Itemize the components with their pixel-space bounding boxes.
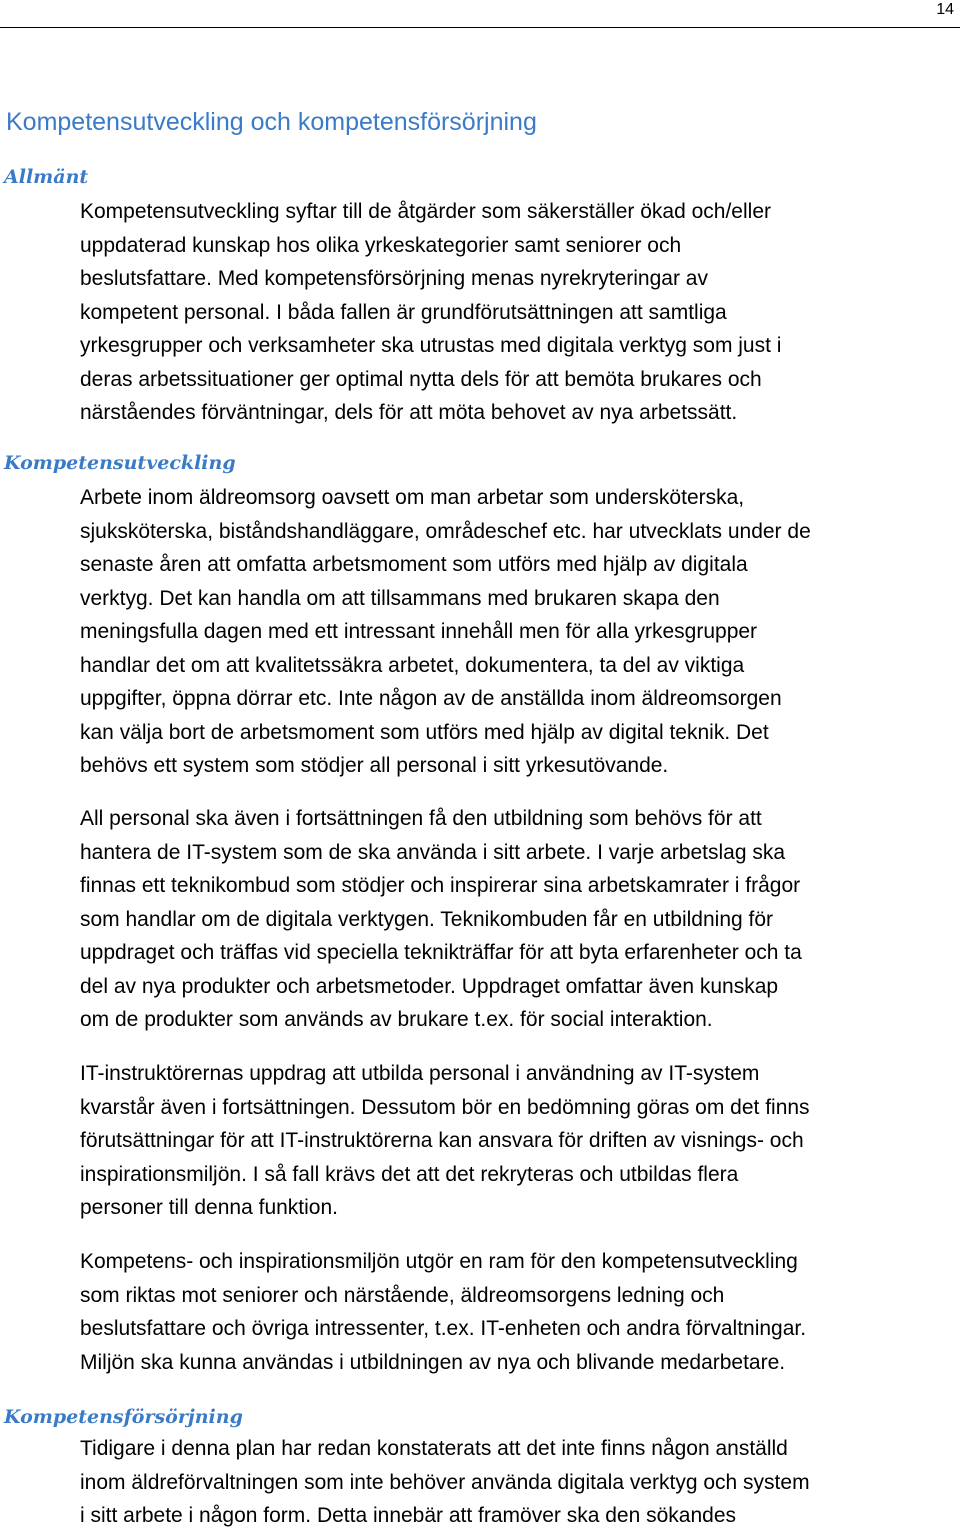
header-divider: [0, 27, 960, 28]
text-line: del av nya produkter och arbetsmetoder. Uppdraget omfattar även kunskap: [80, 974, 779, 998]
text-line: meningsfulla dagen med ett intressant innehåll men för alla yrkesgrupper: [80, 620, 758, 643]
paragraph-kompetensutveckling-2: [80, 802, 960, 1037]
text-line: IT-instruktörernas uppdrag att utbilda personal i användning av IT-system: [80, 1062, 760, 1085]
text-line: i sitt arbete i någon form. Detta innebär att framöver ska den sökandes: [80, 1504, 737, 1527]
text-line: beslutsfattare. Med kompetensförsörjning menas nyrekryteringar av: [80, 267, 708, 290]
text-line: förutsättningar för att IT-instruktörerna kan ansvara för driften av visnings- och: [80, 1129, 804, 1152]
text-line: Arbete inom äldreomsorg oavsett om man arbetar som undersköterska,: [80, 486, 745, 509]
text-line: senaste åren att omfatta arbetsmoment som utförs med hjälp av digitala: [80, 553, 748, 576]
text-line: kan välja bort de arbetsmoment som utförs med hjälp av digital teknik. Det: [80, 720, 769, 744]
text-line: behövs ett system som stödjer all personal i sitt yrkesutövande.: [80, 754, 669, 777]
text-line: närståendes förväntningar, dels för att möta behovet av nya arbetssätt.: [80, 401, 738, 424]
text-line: All personal ska även i fortsättningen få den utbildning som behövs för att: [80, 807, 762, 830]
page-number: 14: [936, 1, 954, 18]
text-line: som handlar om de digitala verktygen. Teknikombuden får en utbildning för: [80, 907, 774, 931]
text-line: deras arbetssituationer ger optimal nytta dels för att bemöta brukares och: [80, 367, 762, 391]
text-line: kvarstår även i fortsättningen. Dessutom bör en bedömning göras om det finns: [80, 1095, 810, 1119]
text-line: uppdraget och träffas vid speciella teknikträffar för att byta erfarenheter och ta: [80, 941, 802, 964]
text-line: kompetent personal. I båda fallen är grundförutsättningen att samtliga: [80, 300, 727, 324]
text-line: yrkesgrupper och verksamheter ska utrustas med digitala verktyg som just i: [80, 334, 782, 357]
text-line: uppgifter, öppna dörrar etc. Inte någon av de anställda inom äldreomsorgen: [80, 687, 782, 710]
text-line: Miljön ska kunna användas i utbildningen av nya och blivande medarbetare.: [80, 1350, 786, 1374]
section-heading-allmant: Allmänt: [4, 166, 89, 188]
paragraph-kompetensforsorjning: [80, 1432, 960, 1533]
text-line: finnas ett teknikombud som stödjer och inspirerar sina arbetskamrater i frågor: [80, 874, 801, 897]
section-heading-kompetensutveckling: Kompetensutveckling: [4, 452, 236, 474]
paragraph-kompetensutveckling-1: [80, 481, 960, 783]
section-heading-kompetensforsorjning: Kompetensförsörjning: [4, 1406, 243, 1428]
text-line: sjuksköterska, biståndshandläggare, områdeschef etc. har utvecklats under de: [80, 519, 811, 543]
text-line: personer till denna funktion.: [80, 1196, 338, 1219]
text-line: hantera de IT-system som de ska använda i sitt arbete. I varje arbetslag ska: [80, 840, 786, 864]
text-line: Kompetensutveckling syftar till de åtgärder som säkerställer ökad och/eller: [80, 200, 771, 223]
text-line: beslutsfattare och övriga intressenter, t.ex. IT-enheten och andra förvaltningar.: [80, 1317, 807, 1340]
page-title: Kompetensutveckling och kompetensförsörjning: [6, 108, 537, 136]
text-line: inom äldreförvaltningen som inte behöver använda digitala verktyg och system: [80, 1470, 810, 1494]
text-line: uppdaterad kunskap hos olika yrkeskategorier samt seniorer och: [80, 233, 682, 257]
text-line: verktyg. Det kan handla om att tillsammans med brukaren skapa den: [80, 586, 720, 610]
paragraph-kompetensutveckling-4: [80, 1245, 960, 1379]
paragraph-kompetensutveckling-3: [80, 1057, 960, 1225]
text-line: om de produkter som används av brukare t.ex. för social interaktion.: [80, 1008, 713, 1031]
text-line: som riktas mot seniorer och närstående, äldreomsorgens ledning och: [80, 1283, 725, 1307]
paragraph-allmant: [80, 195, 960, 430]
text-line: handlar det om att kvalitetssäkra arbetet, dokumentera, ta del av viktiga: [80, 653, 745, 677]
text-line: inspirationsmiljön. I så fall krävs det att det rekryteras och utbildas flera: [80, 1162, 739, 1186]
text-line: Kompetens- och inspirationsmiljön utgör en ram för den kompetensutveckling: [80, 1250, 798, 1273]
text-line: Tidigare i denna plan har redan konstaterats att det inte finns någon anställd: [80, 1437, 788, 1460]
